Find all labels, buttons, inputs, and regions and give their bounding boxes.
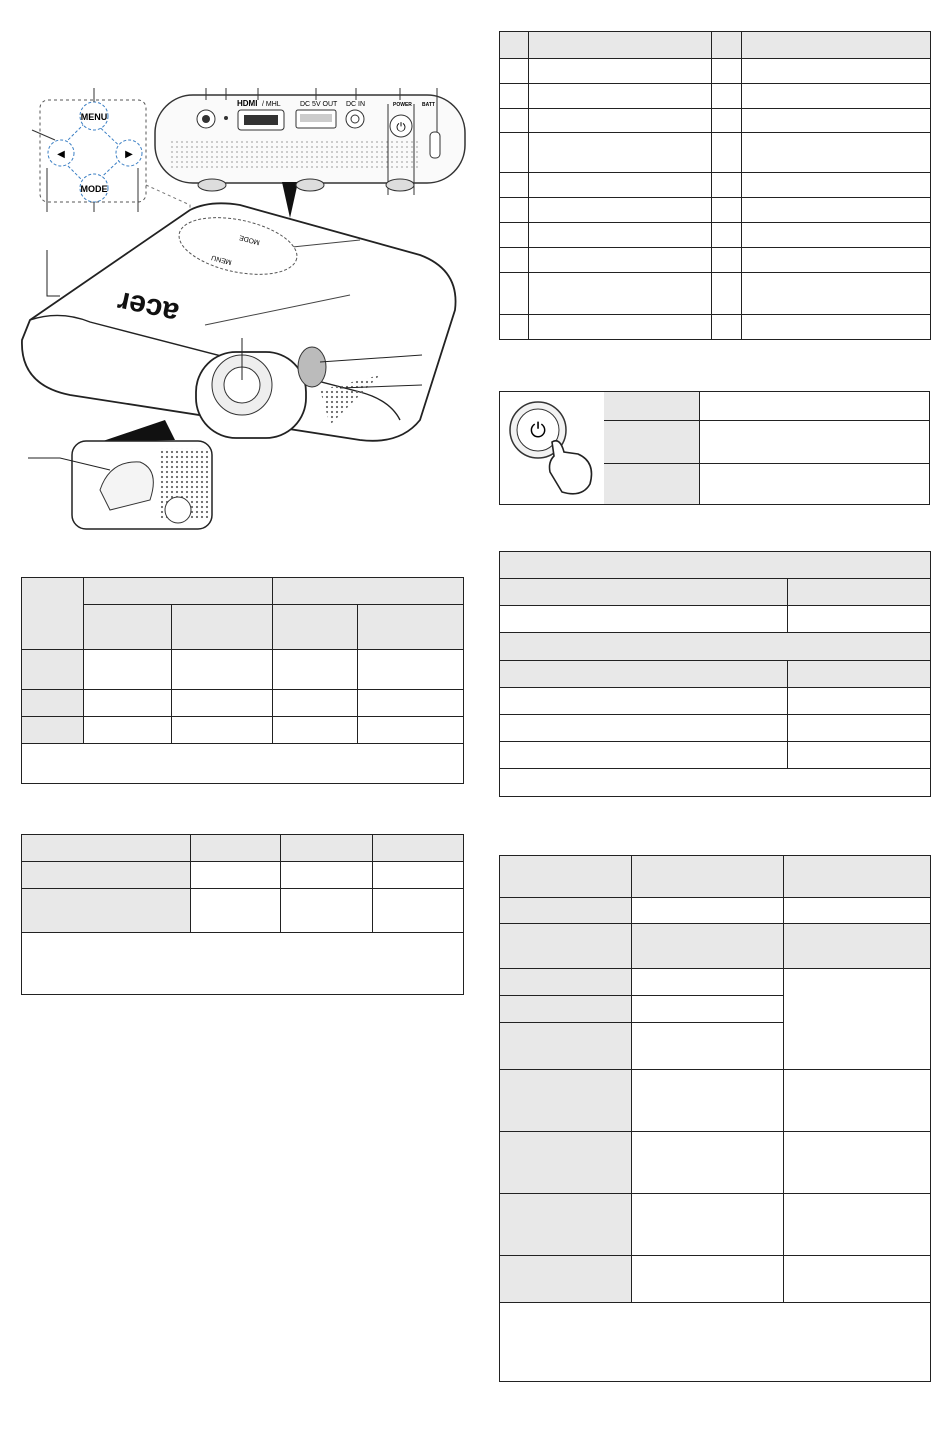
table-row bbox=[500, 715, 931, 742]
table-row bbox=[500, 1132, 931, 1194]
table-row bbox=[500, 133, 931, 173]
table-row bbox=[500, 223, 931, 248]
table-row bbox=[500, 32, 931, 59]
table-row bbox=[22, 605, 464, 650]
table-row bbox=[500, 248, 931, 273]
port-power-label: POWER bbox=[393, 102, 412, 108]
parts-table bbox=[499, 31, 931, 340]
top-panel-mode-label: MODE bbox=[238, 233, 261, 246]
table-row bbox=[22, 690, 464, 717]
power-row-label-1 bbox=[604, 392, 700, 421]
table-row bbox=[500, 59, 931, 84]
table-row bbox=[500, 315, 931, 340]
table-row bbox=[500, 769, 931, 797]
port-mhl-label: / MHL bbox=[262, 101, 281, 108]
keypad-mode-label: MODE bbox=[80, 184, 108, 194]
lens-cap-inset bbox=[28, 420, 212, 529]
table-row bbox=[500, 84, 931, 109]
table-row bbox=[500, 198, 931, 223]
table-row bbox=[500, 579, 931, 606]
table-row bbox=[500, 273, 931, 315]
power-icon: ⏻ bbox=[530, 420, 546, 442]
power-row-label-3 bbox=[604, 464, 700, 504]
keypad-menu-label: MENU bbox=[80, 112, 108, 122]
table-row bbox=[500, 898, 931, 924]
table-row bbox=[500, 1070, 931, 1132]
port-dcin-label: DC IN bbox=[346, 101, 366, 108]
table-row bbox=[500, 552, 931, 579]
port-dc5v-label: DC 5V OUT bbox=[300, 101, 338, 108]
table-row bbox=[500, 924, 931, 969]
table-row bbox=[500, 969, 931, 996]
table-row bbox=[22, 933, 464, 995]
table-row bbox=[500, 1256, 931, 1303]
power-button-table bbox=[499, 391, 930, 505]
power-button-illustration bbox=[500, 392, 605, 504]
table-row bbox=[500, 633, 931, 661]
left-arrow-icon: ◀ bbox=[57, 149, 65, 160]
power-row-label-2 bbox=[604, 421, 700, 464]
table-row bbox=[22, 650, 464, 690]
port-hdmi-label: HDMI bbox=[237, 99, 258, 108]
table-row bbox=[22, 578, 464, 605]
acer-logo: acer bbox=[114, 284, 182, 330]
table-row bbox=[500, 742, 931, 769]
table-row bbox=[500, 606, 931, 633]
table-row bbox=[22, 862, 464, 889]
spec-table bbox=[499, 855, 931, 1382]
table-row bbox=[500, 1194, 931, 1256]
table-row bbox=[22, 744, 464, 784]
projector-illustration bbox=[0, 0, 470, 545]
table-row bbox=[22, 717, 464, 744]
right-arrow-icon: ▶ bbox=[125, 149, 133, 160]
power-icon: ⏻ bbox=[396, 120, 406, 134]
table-row bbox=[500, 1303, 931, 1382]
indicator-table bbox=[21, 577, 464, 784]
projector-body bbox=[22, 203, 456, 441]
input-table bbox=[499, 551, 931, 797]
top-panel-menu-label: MENU bbox=[210, 253, 233, 266]
rear-port-panel bbox=[155, 88, 465, 218]
table-row bbox=[22, 835, 464, 862]
table-row bbox=[500, 173, 931, 198]
table-row bbox=[22, 889, 464, 933]
table-row bbox=[500, 109, 931, 133]
battery-table bbox=[21, 834, 464, 995]
port-batt-label: BATT bbox=[422, 102, 435, 108]
table-row bbox=[500, 688, 931, 715]
table-row bbox=[500, 856, 931, 898]
table-row bbox=[500, 661, 931, 688]
